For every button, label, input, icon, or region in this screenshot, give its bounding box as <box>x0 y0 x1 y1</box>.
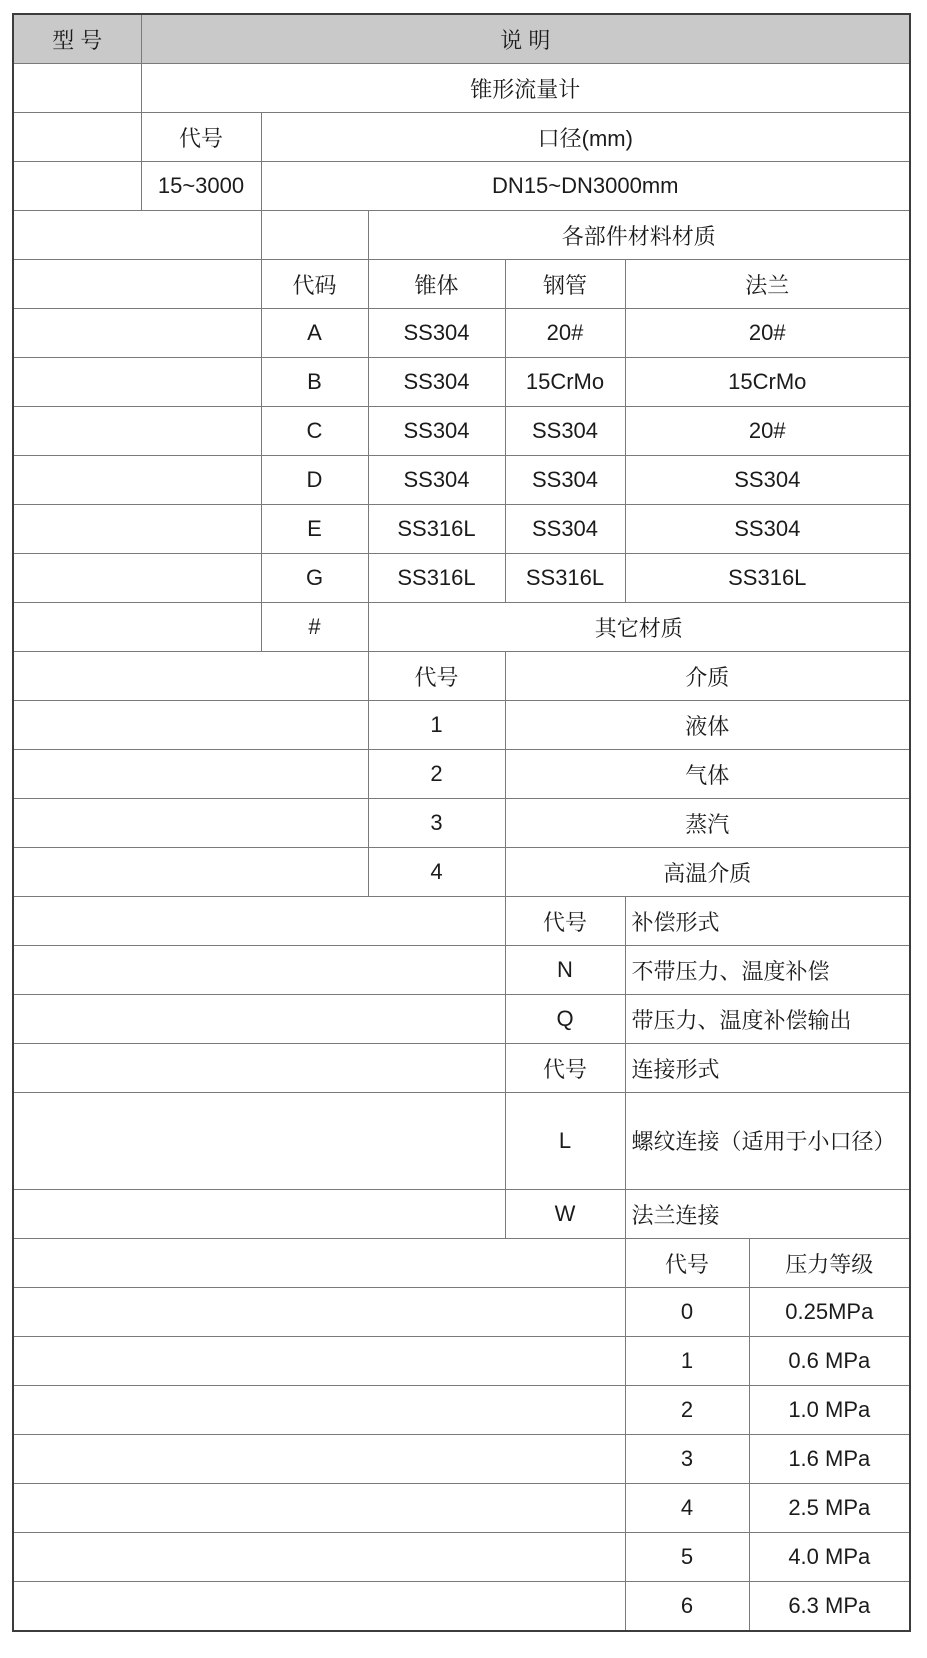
medium-code-cell: 1 <box>368 701 505 750</box>
materials-row <box>13 554 910 603</box>
medium-code-cell: 2 <box>368 750 505 799</box>
compensation-code-cell: N <box>505 946 625 995</box>
empty-cell <box>13 1093 505 1190</box>
pressure-row <box>13 1484 910 1533</box>
description-header-cell: 说 明 <box>141 14 910 64</box>
empty-cell <box>13 162 141 211</box>
materials-row <box>13 505 910 554</box>
materials-columns-row <box>13 260 910 309</box>
medium-header-cell: 介质 <box>505 652 910 701</box>
medium-value-cell: 高温介质 <box>505 848 910 897</box>
material-cone-cell: SS304 <box>368 358 505 407</box>
pressure-code-label-cell: 代号 <box>625 1239 749 1288</box>
pressure-row <box>13 1435 910 1484</box>
connection-code-cell: W <box>505 1190 625 1239</box>
connection-code-cell: L <box>505 1093 625 1190</box>
pressure-row <box>13 1288 910 1337</box>
empty-cell <box>13 260 261 309</box>
empty-cell <box>13 505 261 554</box>
empty-cell <box>13 113 141 162</box>
pressure-value-cell: 4.0 MPa <box>749 1533 910 1582</box>
empty-cell <box>13 799 368 848</box>
diameter-header-cell: 口径(mm) <box>261 113 910 162</box>
empty-cell <box>13 1044 505 1093</box>
pressure-row <box>13 1386 910 1435</box>
material-code-cell: B <box>261 358 368 407</box>
material-code-cell: A <box>261 309 368 358</box>
pressure-row <box>13 1337 910 1386</box>
material-flange-cell: 20# <box>625 407 910 456</box>
material-other-label-cell: 其它材质 <box>368 603 910 652</box>
materials-row <box>13 358 910 407</box>
empty-cell <box>13 1239 625 1288</box>
connection-code-label-cell: 代号 <box>505 1044 625 1093</box>
empty-cell <box>13 652 368 701</box>
product-name-row <box>13 64 910 113</box>
material-code-cell: G <box>261 554 368 603</box>
material-other-code-cell: # <box>261 603 368 652</box>
material-pipe-cell: SS304 <box>505 456 625 505</box>
materials-other-row <box>13 603 910 652</box>
medium-row <box>13 799 910 848</box>
medium-row <box>13 701 910 750</box>
model-selection-table <box>12 13 911 1632</box>
empty-cell <box>13 1533 625 1582</box>
empty-cell <box>13 64 141 113</box>
material-pipe-cell: 15CrMo <box>505 358 625 407</box>
model-header-cell: 型 号 <box>13 14 141 64</box>
materials-title-row <box>13 211 910 260</box>
empty-cell <box>13 897 505 946</box>
materials-col-code: 代码 <box>261 260 368 309</box>
table-header-row <box>13 14 910 64</box>
material-pipe-cell: SS304 <box>505 407 625 456</box>
connection-header-cell: 连接形式 <box>625 1044 910 1093</box>
empty-cell <box>13 946 505 995</box>
medium-value-cell: 气体 <box>505 750 910 799</box>
material-pipe-cell: SS304 <box>505 505 625 554</box>
diameter-value-cell: DN15~DN3000mm <box>261 162 910 211</box>
connection-value-cell: 螺纹连接（适用于小口径） <box>625 1093 910 1190</box>
connection-row <box>13 1093 910 1190</box>
empty-cell <box>13 1190 505 1239</box>
pressure-value-cell: 6.3 MPa <box>749 1582 910 1632</box>
material-pipe-cell: SS316L <box>505 554 625 603</box>
empty-cell <box>13 309 261 358</box>
product-name-cell: 锥形流量计 <box>141 64 910 113</box>
pressure-code-cell: 0 <box>625 1288 749 1337</box>
compensation-row <box>13 995 910 1044</box>
material-flange-cell: SS316L <box>625 554 910 603</box>
empty-cell <box>13 701 368 750</box>
material-pipe-cell: 20# <box>505 309 625 358</box>
empty-cell <box>13 848 368 897</box>
material-code-cell: D <box>261 456 368 505</box>
pressure-code-cell: 1 <box>625 1337 749 1386</box>
empty-cell <box>13 603 261 652</box>
empty-cell <box>261 211 368 260</box>
material-cone-cell: SS316L <box>368 554 505 603</box>
pressure-code-cell: 5 <box>625 1533 749 1582</box>
pressure-value-cell: 0.25MPa <box>749 1288 910 1337</box>
material-flange-cell: SS304 <box>625 505 910 554</box>
material-code-cell: E <box>261 505 368 554</box>
empty-cell <box>13 554 261 603</box>
pressure-row <box>13 1533 910 1582</box>
medium-row <box>13 848 910 897</box>
material-cone-cell: SS316L <box>368 505 505 554</box>
medium-value-cell: 蒸汽 <box>505 799 910 848</box>
pressure-header-row <box>13 1239 910 1288</box>
material-cone-cell: SS304 <box>368 407 505 456</box>
empty-cell <box>13 1288 625 1337</box>
pressure-header-cell: 压力等级 <box>749 1239 910 1288</box>
materials-col-flange: 法兰 <box>625 260 910 309</box>
pressure-code-cell: 4 <box>625 1484 749 1533</box>
empty-cell <box>13 995 505 1044</box>
medium-code-cell: 4 <box>368 848 505 897</box>
material-cone-cell: SS304 <box>368 456 505 505</box>
empty-cell <box>13 1386 625 1435</box>
compensation-value-cell: 带压力、温度补偿输出 <box>625 995 910 1044</box>
medium-row <box>13 750 910 799</box>
diameter-code-label-cell: 代号 <box>141 113 261 162</box>
medium-header-row <box>13 652 910 701</box>
materials-row <box>13 456 910 505</box>
diameter-header-row <box>13 113 910 162</box>
medium-code-cell: 3 <box>368 799 505 848</box>
connection-header-row <box>13 1044 910 1093</box>
materials-col-cone: 锥体 <box>368 260 505 309</box>
connection-value-cell: 法兰连接 <box>625 1190 910 1239</box>
compensation-header-row <box>13 897 910 946</box>
pressure-value-cell: 1.0 MPa <box>749 1386 910 1435</box>
empty-cell <box>13 358 261 407</box>
pressure-code-cell: 3 <box>625 1435 749 1484</box>
empty-cell <box>13 1337 625 1386</box>
empty-cell <box>13 211 261 260</box>
diameter-code-cell: 15~3000 <box>141 162 261 211</box>
material-flange-cell: 20# <box>625 309 910 358</box>
pressure-value-cell: 2.5 MPa <box>749 1484 910 1533</box>
compensation-header-cell: 补偿形式 <box>625 897 910 946</box>
pressure-value-cell: 1.6 MPa <box>749 1435 910 1484</box>
material-code-cell: C <box>261 407 368 456</box>
material-cone-cell: SS304 <box>368 309 505 358</box>
empty-cell <box>13 1582 625 1632</box>
compensation-code-cell: Q <box>505 995 625 1044</box>
materials-col-pipe: 钢管 <box>505 260 625 309</box>
pressure-row <box>13 1582 910 1632</box>
material-flange-cell: 15CrMo <box>625 358 910 407</box>
compensation-value-cell: 不带压力、温度补偿 <box>625 946 910 995</box>
diameter-value-row <box>13 162 910 211</box>
materials-row <box>13 309 910 358</box>
empty-cell <box>13 456 261 505</box>
materials-title-cell: 各部件材料材质 <box>368 211 910 260</box>
empty-cell <box>13 750 368 799</box>
materials-row <box>13 407 910 456</box>
compensation-code-label-cell: 代号 <box>505 897 625 946</box>
connection-row <box>13 1190 910 1239</box>
pressure-value-cell: 0.6 MPa <box>749 1337 910 1386</box>
compensation-row <box>13 946 910 995</box>
medium-value-cell: 液体 <box>505 701 910 750</box>
pressure-code-cell: 2 <box>625 1386 749 1435</box>
material-flange-cell: SS304 <box>625 456 910 505</box>
empty-cell <box>13 1435 625 1484</box>
pressure-code-cell: 6 <box>625 1582 749 1632</box>
empty-cell <box>13 407 261 456</box>
empty-cell <box>13 1484 625 1533</box>
medium-code-label-cell: 代号 <box>368 652 505 701</box>
